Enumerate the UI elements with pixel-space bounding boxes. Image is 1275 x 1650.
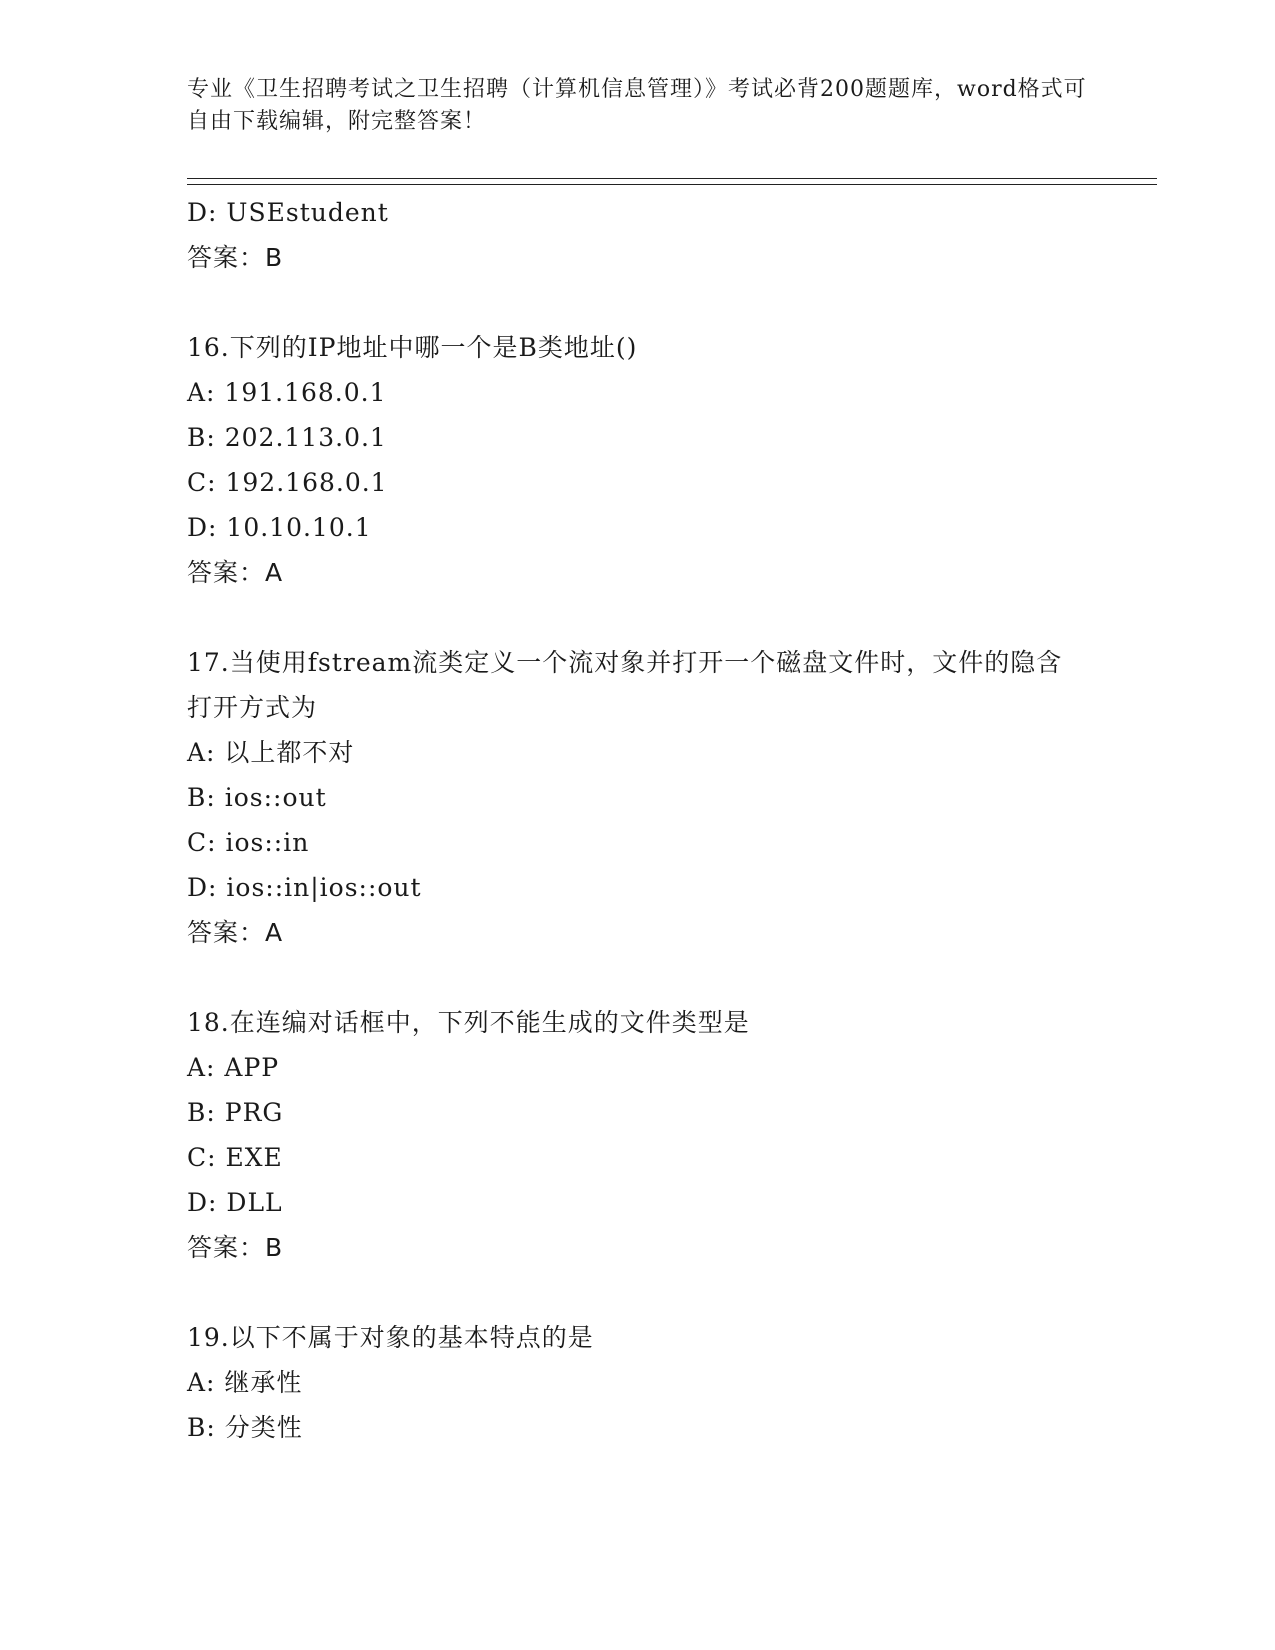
question-17-stem: 17.当使用fstream流类定义一个流对象并打开一个磁盘文件时，文件的隐含打开方式为	[187, 648, 1063, 722]
question-17-option-b: B: ios::out	[187, 783, 327, 812]
question-18-option-d: D: DLL	[187, 1188, 283, 1217]
question-16-stem: 16.下列的IP地址中哪一个是B类地址()	[187, 333, 638, 362]
question-16-option-d: D: 10.10.10.1	[187, 513, 372, 542]
question-19-option-b: B: 分类性	[187, 1413, 303, 1442]
question-18-answer: 答案：B	[187, 1233, 284, 1262]
document-page	[187, 74, 1157, 1450]
question-19-option-a: A: 继承性	[187, 1368, 303, 1397]
question-16-answer: 答案：A	[187, 558, 284, 587]
question-18-option-a: A: APP	[187, 1053, 280, 1082]
question-17-option-a: A: 以上都不对	[187, 738, 355, 767]
question-18-option-b: B: PRG	[187, 1098, 284, 1127]
question-18-stem: 18.在连编对话框中，下列不能生成的文件类型是	[187, 1008, 750, 1037]
header-divider	[187, 178, 1157, 185]
question-16-option-c: C: 192.168.0.1	[187, 468, 388, 497]
question-17-option-c: C: ios::in	[187, 828, 310, 857]
question-17-answer: 答案：A	[187, 918, 284, 947]
question-17-option-d: D: ios::in|ios::out	[187, 873, 422, 902]
question-19-stem: 19.以下不属于对象的基本特点的是	[187, 1323, 594, 1352]
prev-option-d: D: USEstudent	[187, 198, 389, 227]
question-18-option-c: C: EXE	[187, 1143, 283, 1172]
document-header: 专业《卫生招聘考试之卫生招聘（计算机信息管理）》考试必背200题题库，word格式可自由下载编辑，附完整答案！	[187, 77, 1087, 134]
question-16-option-b: B: 202.113.0.1	[187, 423, 387, 452]
question-16-option-a: A: 191.168.0.1	[187, 378, 387, 407]
prev-answer: 答案：B	[187, 243, 284, 272]
